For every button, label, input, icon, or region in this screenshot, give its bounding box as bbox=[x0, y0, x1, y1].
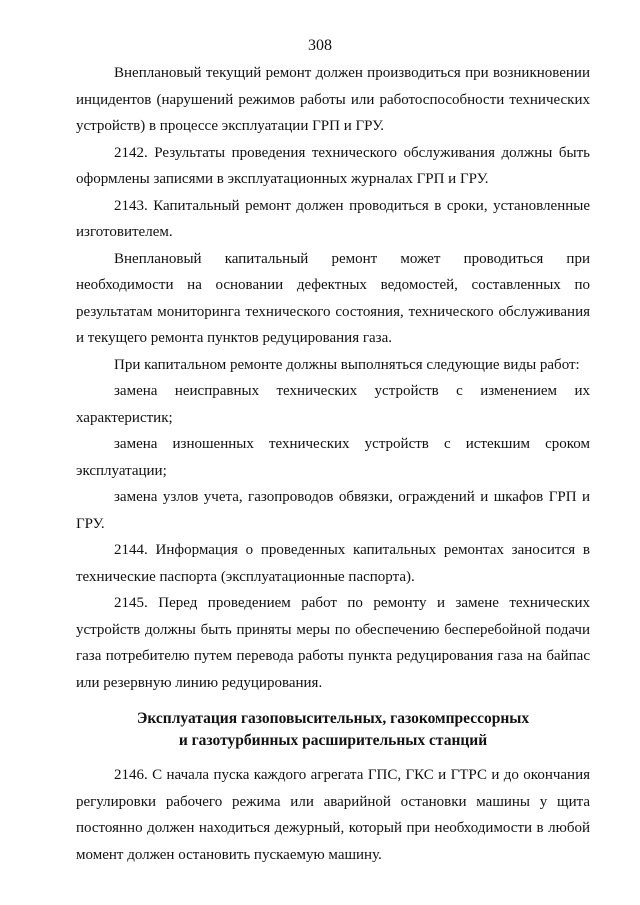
list-item-replace-metering: замена узлов учета, газопроводов обвязки, ограждений и шкафов ГРП и ГРУ. bbox=[76, 489, 590, 532]
page-number: 308 bbox=[308, 37, 332, 54]
paragraph-unplanned-current-repair: Внеплановый текущий ремонт должен производиться при возникновении инцидентов (нарушений режимов работы или работоспособности технических устройств) в процессе эксплуатации ГРП и ГРУ. bbox=[76, 65, 590, 134]
list-item-replace-faulty: замена неисправных технических устройств с изменением их характеристик; bbox=[76, 383, 590, 426]
paragraph-2146: 2146. С начала пуска каждого агрегата ГПС, ГКС и ГТРС и до окончания регулировки рабочего режима или аварийной остановки машины у щита постоянно должен находиться дежурный, который при необходимости в любой момент должен остановить пускаемую машину. bbox=[76, 767, 590, 863]
list-item-replace-worn: замена изношенных технических устройств с истекшим сроком эксплуатации; bbox=[76, 436, 590, 479]
paragraph-2144: 2144. Информация о проведенных капитальных ремонтах заносится в технические паспорта (эксплуатационные паспорта). bbox=[76, 542, 590, 585]
document-body bbox=[76, 60, 590, 868]
paragraph-2143: 2143. Капитальный ремонт должен проводиться в сроки, установленные изготовителем. bbox=[76, 197, 590, 240]
paragraph-2142: 2142. Результаты проведения технического обслуживания должны быть оформлены записями в эксплуатационных журналах ГРП и ГРУ. bbox=[76, 144, 590, 187]
section-heading-line-1: Эксплуатация газоповысительных, газокомпрессорных bbox=[136, 710, 530, 727]
paragraph-work-types-intro: При капитальном ремонте должны выполняться следующие виды работ: bbox=[114, 356, 580, 373]
paragraph-2145: 2145. Перед проведением работ по ремонту и замене технических устройств должны быть приняты меры по обеспечению бесперебойной подачи газа потребителю путем перевода работы пункта редуцирования газа на байпас или резервную линию редуцирования. bbox=[76, 595, 590, 691]
section-heading bbox=[76, 708, 590, 752]
paragraph-unplanned-capital-repair: Внеплановый капитальный ремонт может проводиться при необходимости на основании дефектных ведомостей, составленных по результатам мониторинга технического состояния, технического обслуживания и текущего ремонта пунктов редуцирования газа. bbox=[76, 250, 590, 346]
section-heading-line-2: и газотурбинных расширительных станций bbox=[178, 732, 488, 749]
